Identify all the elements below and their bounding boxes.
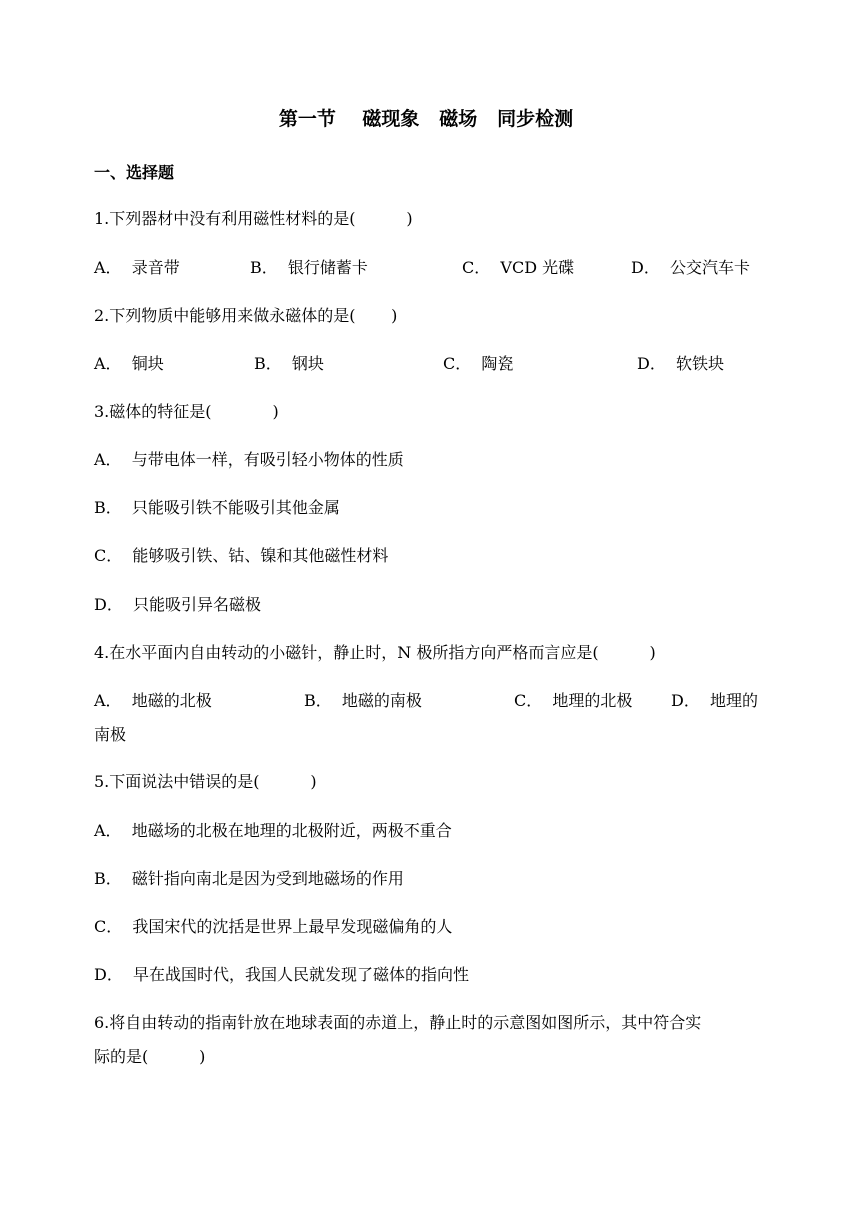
answer-blank: ): [355, 209, 413, 228]
question-stem: 4.在水平面内自由转动的小磁针，静止时，N 极所指方向严格而言应是(: [94, 643, 599, 662]
question-stem: 1.下列器材中没有利用磁性材料的是(: [94, 209, 356, 228]
q1-option-a[interactable]: A． 录音带: [94, 258, 180, 277]
question-1: [94, 208, 413, 230]
question-stem: 5.下面说法中错误的是(: [94, 772, 260, 791]
q1-option-d[interactable]: D． 公交汽车卡: [631, 258, 751, 277]
q2-option-c[interactable]: C． 陶瓷: [443, 354, 514, 373]
question-6: [94, 1046, 205, 1068]
question-4: [94, 642, 656, 664]
section-heading: 一、选择题: [94, 163, 175, 182]
question-2: [94, 305, 397, 327]
page-title: 第一节 磁现象 磁场 同步检测: [278, 108, 574, 130]
q5-option-b[interactable]: B． 磁针指向南北是因为受到地磁场的作用: [94, 869, 404, 888]
answer-blank: ): [355, 306, 398, 325]
q3-option-c[interactable]: C． 能够吸引铁、钴、镍和其他磁性材料: [94, 546, 389, 565]
q4-option-b[interactable]: B． 地磁的南极: [304, 691, 422, 710]
q4-option-d[interactable]: D． 地理的: [671, 691, 759, 710]
q2-option-d[interactable]: D． 软铁块: [637, 354, 725, 373]
question-stem: 3.磁体的特征是(: [94, 402, 212, 421]
answer-blank: ): [259, 772, 317, 791]
q1-option-c[interactable]: C． VCD 光碟: [462, 258, 575, 277]
q1-option-b[interactable]: B． 银行储蓄卡: [250, 258, 368, 277]
q5-option-d[interactable]: D． 早在战国时代，我国人民就发现了磁体的指向性: [94, 965, 470, 984]
question-stem: 际的是(: [94, 1047, 149, 1066]
q2-option-a[interactable]: A． 铜块: [94, 354, 164, 373]
q4-option-d-continued: 南极: [94, 725, 127, 744]
q3-option-a[interactable]: A． 与带电体一样，有吸引轻小物体的性质: [94, 450, 404, 469]
question-3: [94, 401, 279, 423]
q2-option-b[interactable]: B． 钢块: [254, 354, 324, 373]
answer-blank: ): [211, 402, 279, 421]
question-5: [94, 771, 317, 793]
q5-option-a[interactable]: A． 地磁场的北极在地理的北极附近，两极不重合: [94, 821, 452, 840]
q4-option-c[interactable]: C． 地理的北极: [514, 691, 633, 710]
q5-option-c[interactable]: C． 我国宋代的沈括是世界上最早发现磁偏角的人: [94, 917, 453, 936]
question-stem: 2.下列物质中能够用来做永磁体的是(: [94, 306, 356, 325]
answer-blank: ): [148, 1047, 206, 1066]
q4-option-a[interactable]: A． 地磁的北极: [94, 691, 212, 710]
q3-option-d[interactable]: D． 只能吸引异名磁极: [94, 595, 262, 614]
question-6-line-1: 6.将自由转动的指南针放在地球表面的赤道上，静止时的示意图如图所示，其中符合实: [94, 1013, 702, 1032]
q3-option-b[interactable]: B． 只能吸引铁不能吸引其他金属: [94, 498, 340, 517]
answer-blank: ): [598, 643, 656, 662]
